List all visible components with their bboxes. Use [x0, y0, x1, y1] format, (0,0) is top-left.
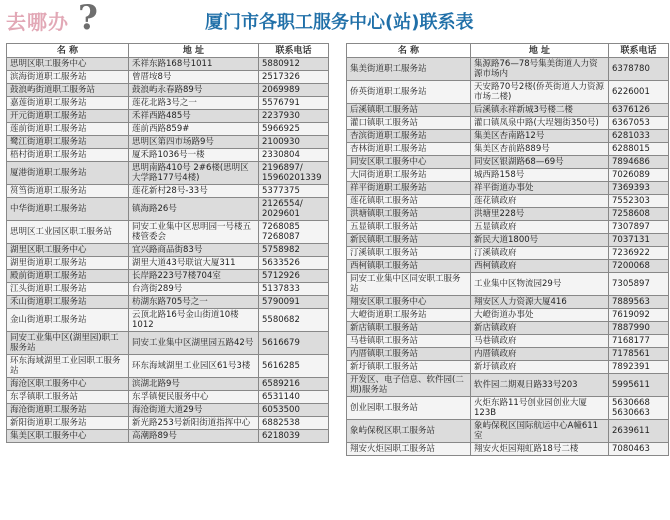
table-row [347, 234, 669, 247]
station-name: 思明区职工服务中心 [7, 58, 129, 71]
station-address: 后溪镇永祥新城3号楼二楼 [471, 104, 609, 117]
station-phone: 2069989 [259, 84, 329, 97]
station-name: 鼓浪屿街道职工服务站 [7, 84, 129, 97]
station-name: 莲花镇职工服务站 [347, 195, 471, 208]
column-header-phone: 联系电话 [609, 44, 669, 58]
table-row [7, 198, 329, 221]
station-address: 海沧街道大道29号 [129, 404, 259, 417]
table-row [7, 221, 329, 244]
station-phone: 7178561 [609, 348, 669, 361]
station-address: 集美区杏南路12号 [471, 130, 609, 143]
table-row [347, 443, 669, 456]
station-address: 内厝镇政府 [471, 348, 609, 361]
table-row [347, 348, 669, 361]
table-row [347, 182, 669, 195]
station-address: 汀溪镇政府 [471, 247, 609, 260]
station-name: 东孚镇职工服务站 [7, 391, 129, 404]
station-name: 金山街道职工服务站 [7, 309, 129, 332]
station-phone: 5377375 [259, 185, 329, 198]
section-brand: 去哪办 [6, 10, 69, 34]
station-phone: 5580682 [259, 309, 329, 332]
station-address: 城西路158号 [471, 169, 609, 182]
station-address: 象屿保税区国际航运中心A幢611室 [471, 420, 609, 443]
station-address: 同安工业集中区湖里园五路42号 [129, 332, 259, 355]
station-phone: 6226001 [609, 81, 669, 104]
station-address: 五显镇政府 [471, 221, 609, 234]
station-phone: 2100930 [259, 136, 329, 149]
column-header-name: 名 称 [7, 44, 129, 58]
station-name: 杏林街道职工服务站 [347, 143, 471, 156]
table-row [347, 130, 669, 143]
station-phone: 6288015 [609, 143, 669, 156]
station-phone: 6882538 [259, 417, 329, 430]
table-row [347, 273, 669, 296]
station-address: 新圩镇政府 [471, 361, 609, 374]
table-row [347, 169, 669, 182]
table-row [7, 378, 329, 391]
station-name: 厦港街道职工服务站 [7, 162, 129, 185]
table-row [347, 156, 669, 169]
station-phone: 7889563 [609, 296, 669, 309]
station-phone: 6589216 [259, 378, 329, 391]
right-table-panel [346, 43, 668, 456]
station-name: 同安区职工服务中心 [347, 156, 471, 169]
table-row [7, 244, 329, 257]
table-row [7, 391, 329, 404]
station-name: 莲前街道职工服务站 [7, 123, 129, 136]
station-address: 新民大道1800号 [471, 234, 609, 247]
station-address: 云顶北路16号金山街道10楼1012 [129, 309, 259, 332]
station-phone: 2517326 [259, 71, 329, 84]
station-phone: 6378780 [609, 58, 669, 81]
station-phone: 5880912 [259, 58, 329, 71]
table-row [347, 309, 669, 322]
station-phone: 5616679 [259, 332, 329, 355]
station-address: 火炬东路11号创业园创业大厦123B [471, 397, 609, 420]
station-name: 鹭江街道职工服务站 [7, 136, 129, 149]
table-row [7, 283, 329, 296]
table-row [7, 270, 329, 283]
station-address: 集美区杏前路889号 [471, 143, 609, 156]
station-name: 同安工业集中区(湖里园)职工服务站 [7, 332, 129, 355]
station-address: 新光路253号新阳街道指挥中心 [129, 417, 259, 430]
table-row [347, 81, 669, 104]
station-phone: 5712926 [259, 270, 329, 283]
station-address: 湖里大道43号联谊大厦311 [129, 257, 259, 270]
station-name: 海沧街道职工服务站 [7, 404, 129, 417]
table-row [7, 332, 329, 355]
station-address: 大嶝街道办事处 [471, 309, 609, 322]
station-name: 环东海域湖里工业园职工服务站 [7, 355, 129, 378]
station-phone: 7258608 [609, 208, 669, 221]
table-row [7, 136, 329, 149]
station-name: 集美区职工服务中心 [7, 430, 129, 443]
station-address: 环东海域湖里工业园区61号3楼 [129, 355, 259, 378]
station-name: 中华街道职工服务站 [7, 198, 129, 221]
station-name: 思明区工业园区职工服务站 [7, 221, 129, 244]
column-header-phone: 联系电话 [259, 44, 329, 58]
table-row [347, 420, 669, 443]
table-row [347, 117, 669, 130]
station-phone: 2330804 [259, 149, 329, 162]
station-phone: 5630668 5630663 [609, 397, 669, 420]
table-row [347, 143, 669, 156]
page-header [0, 0, 670, 38]
station-phone: 7026089 [609, 169, 669, 182]
station-name: 湖里区职工服务中心 [7, 244, 129, 257]
station-phone: 6053500 [259, 404, 329, 417]
left-table-body [7, 58, 329, 443]
table-row [7, 430, 329, 443]
station-name: 灌口镇职工服务站 [347, 117, 471, 130]
station-address: 祥平街道办事处 [471, 182, 609, 195]
station-name: 海沧区职工服务中心 [7, 378, 129, 391]
station-phone: 7037131 [609, 234, 669, 247]
station-phone: 5576791 [259, 97, 329, 110]
station-address: 莲花新村28号-33号 [129, 185, 259, 198]
station-phone: 7268085 7268087 [259, 221, 329, 244]
station-phone: 7894686 [609, 156, 669, 169]
station-address: 滨湖北路9号 [129, 378, 259, 391]
station-phone: 5137833 [259, 283, 329, 296]
table-row [7, 355, 329, 378]
station-phone: 7369393 [609, 182, 669, 195]
station-address: 曾厝垵8号 [129, 71, 259, 84]
station-name: 禾山街道职工服务站 [7, 296, 129, 309]
station-name: 湖里街道职工服务站 [7, 257, 129, 270]
station-name: 筼筜街道职工服务站 [7, 185, 129, 198]
station-name: 翔安区职工服务中心 [347, 296, 471, 309]
table-row [7, 162, 329, 185]
question-mark-icon: ? [78, 0, 98, 38]
station-name: 马巷镇职工服务站 [347, 335, 471, 348]
station-phone: 6218039 [259, 430, 329, 443]
table-row [7, 149, 329, 162]
station-name: 集美街道职工服务站 [347, 58, 471, 81]
station-address: 莲前西路859# [129, 123, 259, 136]
table-row [7, 404, 329, 417]
station-name: 开发区、电子信息、软件园(二期)服务站 [347, 374, 471, 397]
station-address: 禾祥西路485号 [129, 110, 259, 123]
station-address: 禾祥东路168号1011 [129, 58, 259, 71]
page-title: 厦门市各职工服务中心(站)联系表 [205, 12, 474, 33]
station-address: 东孚镇便民服务中心 [129, 391, 259, 404]
station-name: 同安工业集中区同安职工服务站 [347, 273, 471, 296]
station-address: 集源路76—78号集美街道人力资源市场内 [471, 58, 609, 81]
station-name: 大同街道职工服务站 [347, 169, 471, 182]
table-row [347, 296, 669, 309]
station-phone: 7080463 [609, 443, 669, 456]
station-address: 莲花北路3号之一 [129, 97, 259, 110]
table-row [347, 361, 669, 374]
station-phone: 6376126 [609, 104, 669, 117]
left-table-panel [6, 43, 328, 443]
station-name: 嘉莲街道职工服务站 [7, 97, 129, 110]
station-address: 枋湖东路705号之一 [129, 296, 259, 309]
table-row [7, 417, 329, 430]
station-name: 洪塘镇职工服务站 [347, 208, 471, 221]
station-name: 汀溪镇职工服务站 [347, 247, 471, 260]
column-header-address: 地 址 [129, 44, 259, 58]
station-name: 翔安火炬园职工服务站 [347, 443, 471, 456]
station-address: 灌口镇凤泉中路(大埕翘街350号) [471, 117, 609, 130]
station-phone: 7619092 [609, 309, 669, 322]
station-address: 高潮路89号 [129, 430, 259, 443]
station-address: 翔安区人力资源大厦416 [471, 296, 609, 309]
table-row [7, 58, 329, 71]
station-phone: 7552303 [609, 195, 669, 208]
station-name: 祥平街道职工服务站 [347, 182, 471, 195]
station-phone: 6281033 [609, 130, 669, 143]
station-name: 梧村街道职工服务站 [7, 149, 129, 162]
station-name: 后溪镇职工服务站 [347, 104, 471, 117]
right-table-body [347, 58, 669, 456]
table-row [347, 208, 669, 221]
station-name: 新圩镇职工服务站 [347, 361, 471, 374]
station-address: 宜兴路商品街83号 [129, 244, 259, 257]
table-row [347, 195, 669, 208]
table-row [347, 247, 669, 260]
station-phone: 5633526 [259, 257, 329, 270]
station-address: 台湾街289号 [129, 283, 259, 296]
station-phone: 7168177 [609, 335, 669, 348]
station-address: 长岸路223号7楼704室 [129, 270, 259, 283]
station-phone: 7892391 [609, 361, 669, 374]
station-address: 马巷镇政府 [471, 335, 609, 348]
table-row [7, 110, 329, 123]
column-header-address: 地 址 [471, 44, 609, 58]
station-address: 天安路70号2楼(侨英街道人力资源市场二楼) [471, 81, 609, 104]
station-phone: 7305897 [609, 273, 669, 296]
station-phone: 7307897 [609, 221, 669, 234]
station-phone: 7887990 [609, 322, 669, 335]
station-phone: 5616285 [259, 355, 329, 378]
station-address: 西柯镇政府 [471, 260, 609, 273]
right-contact-table [346, 43, 669, 456]
station-address: 同安区银湖路68—69号 [471, 156, 609, 169]
station-name: 侨英街道职工服务站 [347, 81, 471, 104]
station-address: 新店镇政府 [471, 322, 609, 335]
station-phone: 5995611 [609, 374, 669, 397]
station-name: 杏滨街道职工服务站 [347, 130, 471, 143]
station-address: 翔安火炬园翔虹路18号二楼 [471, 443, 609, 456]
station-phone: 6367053 [609, 117, 669, 130]
station-name: 新阳街道职工服务站 [7, 417, 129, 430]
left-contact-table [6, 43, 329, 443]
station-address: 鼓浪屿永春路89号 [129, 84, 259, 97]
table-row [7, 71, 329, 84]
station-name: 五显镇职工服务站 [347, 221, 471, 234]
station-phone: 5758982 [259, 244, 329, 257]
station-phone: 2237930 [259, 110, 329, 123]
table-row [7, 97, 329, 110]
station-address: 洪塘里228号 [471, 208, 609, 221]
station-name: 开元街道职工服务站 [7, 110, 129, 123]
station-phone: 5790091 [259, 296, 329, 309]
table-row [347, 260, 669, 273]
table-row [347, 374, 669, 397]
table-row [347, 397, 669, 420]
station-name: 大嶝街道职工服务站 [347, 309, 471, 322]
station-address: 工业集中区物流园29号 [471, 273, 609, 296]
station-address: 思明区第四市场路9号 [129, 136, 259, 149]
station-address: 同安工业集中区思明园一号楼五楼管委会 [129, 221, 259, 244]
column-header-name: 名 称 [347, 44, 471, 58]
table-row [347, 335, 669, 348]
station-phone: 7236922 [609, 247, 669, 260]
station-name: 滨海街道职工服务站 [7, 71, 129, 84]
table-row [7, 123, 329, 136]
station-address: 莲花镇政府 [471, 195, 609, 208]
station-phone: 2126554/ 2029601 [259, 198, 329, 221]
station-name: 西柯镇职工服务站 [347, 260, 471, 273]
station-name: 创业园职工服务站 [347, 397, 471, 420]
table-row [7, 309, 329, 332]
station-name: 江头街道职工服务站 [7, 283, 129, 296]
station-phone: 7200068 [609, 260, 669, 273]
table-row [7, 84, 329, 97]
station-name: 新店镇职工服务站 [347, 322, 471, 335]
station-address: 软件园二期观日路33号203 [471, 374, 609, 397]
station-address: 镇海路26号 [129, 198, 259, 221]
table-row [7, 296, 329, 309]
station-name: 内厝镇职工服务站 [347, 348, 471, 361]
station-phone: 2196897/ 15960201339 [259, 162, 329, 185]
station-name: 象屿保税区职工服务站 [347, 420, 471, 443]
table-row [347, 221, 669, 234]
station-phone: 5966925 [259, 123, 329, 136]
station-address: 思明南路410号 2#6楼(思明区大学路177号4楼) [129, 162, 259, 185]
station-phone: 2639611 [609, 420, 669, 443]
table-row [347, 104, 669, 117]
table-row [347, 322, 669, 335]
station-phone: 6531140 [259, 391, 329, 404]
table-row [7, 257, 329, 270]
table-row [7, 185, 329, 198]
station-name: 新民镇职工服务站 [347, 234, 471, 247]
table-row [347, 58, 669, 81]
station-address: 厦禾路1036号一楼 [129, 149, 259, 162]
station-name: 殿前街道职工服务站 [7, 270, 129, 283]
